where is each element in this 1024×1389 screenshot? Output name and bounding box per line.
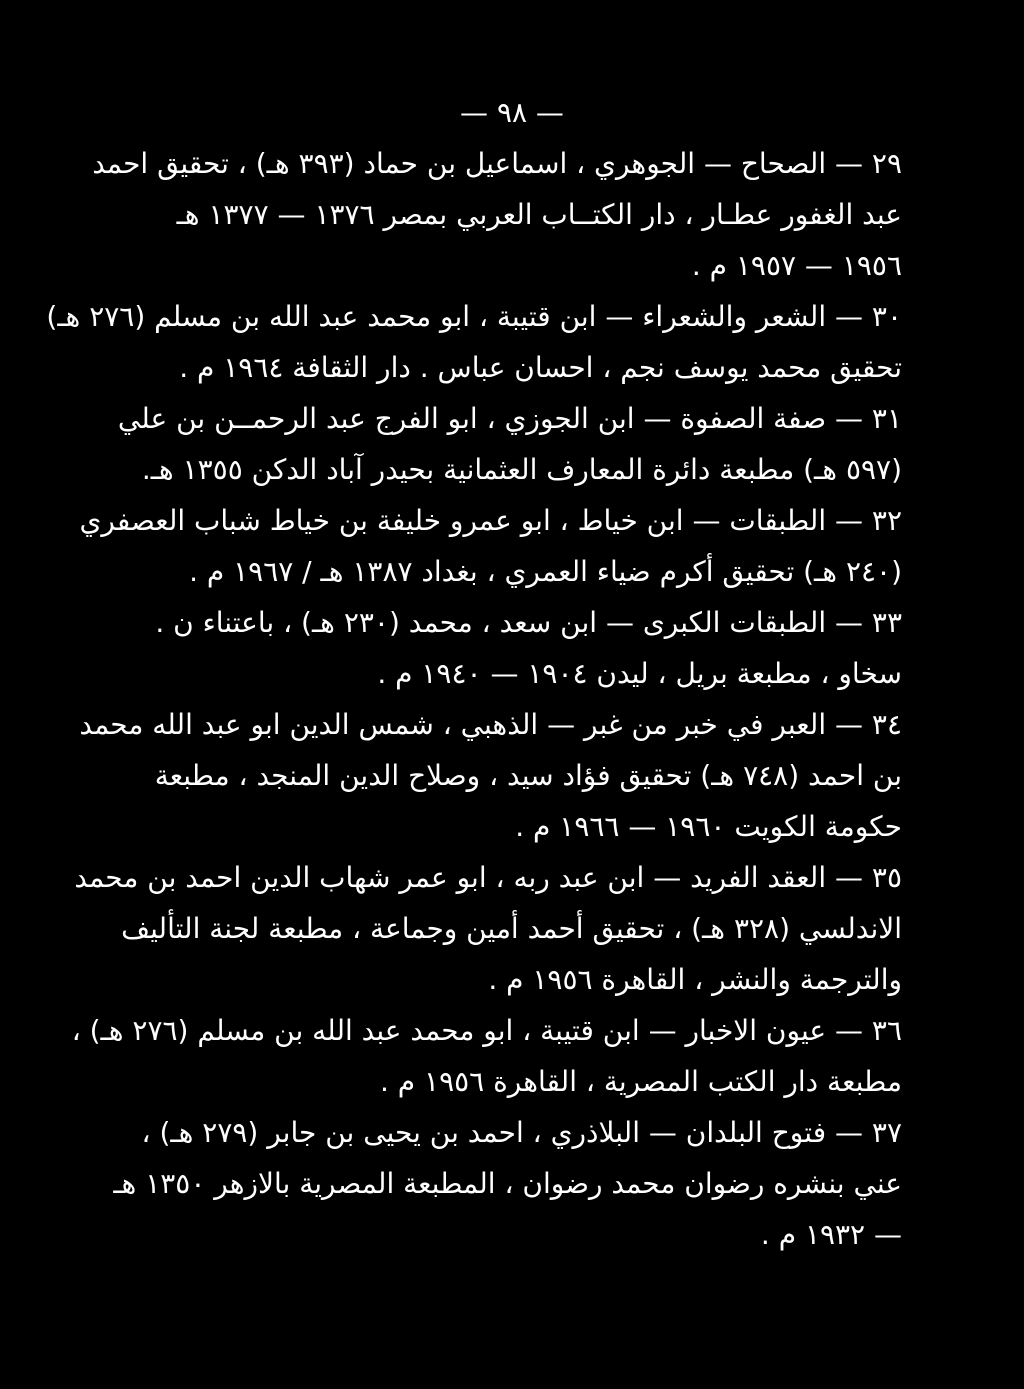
entry-line: ١٩٥٦ — ١٩٥٧ م . (691, 249, 902, 282)
entry-line: ٣٦ — عيون الاخبار — ابن قتيبة ، ابو محمد عبد الله بن مسلم (٢٧٦ هـ) ، (71, 1014, 902, 1047)
entry-line: ٣٠ — الشعر والشعراء — ابن قتيبة ، ابو محمد عبد الله بن مسلم (٢٧٦ هـ) (46, 300, 902, 333)
bibliography-entry-29 (92, 138, 902, 291)
bibliography-entry-30 (46, 291, 902, 393)
entry-line: عني بنشره رضوان محمد رضوان ، المطبعة المصرية بالازهر ١٣٥٠ هـ (113, 1167, 902, 1200)
bibliography-entry-36 (71, 1005, 902, 1107)
entry-line: ٣٧ — فتوح البلدان — البلاذري ، احمد بن يحيى بن جابر (٢٧٩ هـ) ، (141, 1116, 902, 1149)
entry-line: عبد الغفور عطـار ، دار الكتــاب العربي بمصر ١٣٧٦ — ١٣٧٧ هـ (176, 198, 902, 231)
entry-line: ٣٤ — العبر في خبر من غبر — الذهبي ، شمس الدين ابو عبد الله محمد (79, 708, 902, 741)
bibliography-entry-33 (122, 597, 902, 699)
entry-line: (٢٤٠ هـ) تحقيق أكرم ضياء العمري ، بغداد ١٣٨٧ هـ / ١٩٦٧ م . (189, 555, 902, 588)
entry-line: — ١٩٣٢ م . (760, 1218, 902, 1251)
entry-line: ٣٢ — الطبقات — ابن خياط ، ابو عمرو خليفة بن خياط شباب العصفري (79, 504, 902, 537)
bibliography-list (46, 138, 902, 1260)
entry-line: مطبعة دار الكتب المصرية ، القاهرة ١٩٥٦ م . (380, 1065, 902, 1098)
entry-line: ٣٥ — العقد الفريد — ابن عبد ربه ، ابو عمر شهاب الدين احمد بن محمد (74, 861, 902, 894)
page-number: — ٩٨ — (460, 96, 564, 129)
entry-line: ٢٩ — الصحاح — الجوهري ، اسماعيل بن حماد (٣٩٣ هـ) ، تحقيق احمد (92, 147, 902, 180)
bibliography-entry-37 (113, 1107, 902, 1260)
entry-line: تحقيق محمد يوسف نجم ، احسان عباس . دار الثقافة ١٩٦٤ م . (179, 351, 902, 384)
bibliography-entry-32 (79, 495, 902, 597)
bibliography-entry-35 (74, 852, 902, 1005)
entry-line: ٣١ — صفة الصفوة — ابن الجوزي ، ابو الفرج عبد الرحمــن بن علي (117, 402, 902, 435)
entry-line: الاندلسي (٣٢٨ هـ) ، تحقيق أحمد أمين وجماعة ، مطبعة لجنة التأليف (121, 912, 902, 945)
entry-line: ٣٣ — الطبقات الكبرى — ابن سعد ، محمد (٢٣٠ هـ) ، باعتناء ن . (155, 606, 902, 639)
entry-line: حكومة الكويت ١٩٦٠ — ١٩٦٦ م . (515, 810, 902, 843)
bibliography-entry-31 (117, 393, 902, 495)
entry-line: سخاو ، مطبعة بريل ، ليدن ١٩٠٤ — ١٩٤٠ م . (377, 657, 902, 690)
entry-line: (٥٩٧ هـ) مطبعة دائرة المعارف العثمانية بحيدر آباد الدكن ١٣٥٥ هـ. (141, 453, 902, 486)
bibliography-entry-34 (79, 699, 902, 852)
entry-line: والترجمة والنشر ، القاهرة ١٩٥٦ م . (488, 963, 902, 996)
entry-line: بن احمد (٧٤٨ هـ) تحقيق فؤاد سيد ، وصلاح الدين المنجد ، مطبعة (154, 759, 902, 792)
